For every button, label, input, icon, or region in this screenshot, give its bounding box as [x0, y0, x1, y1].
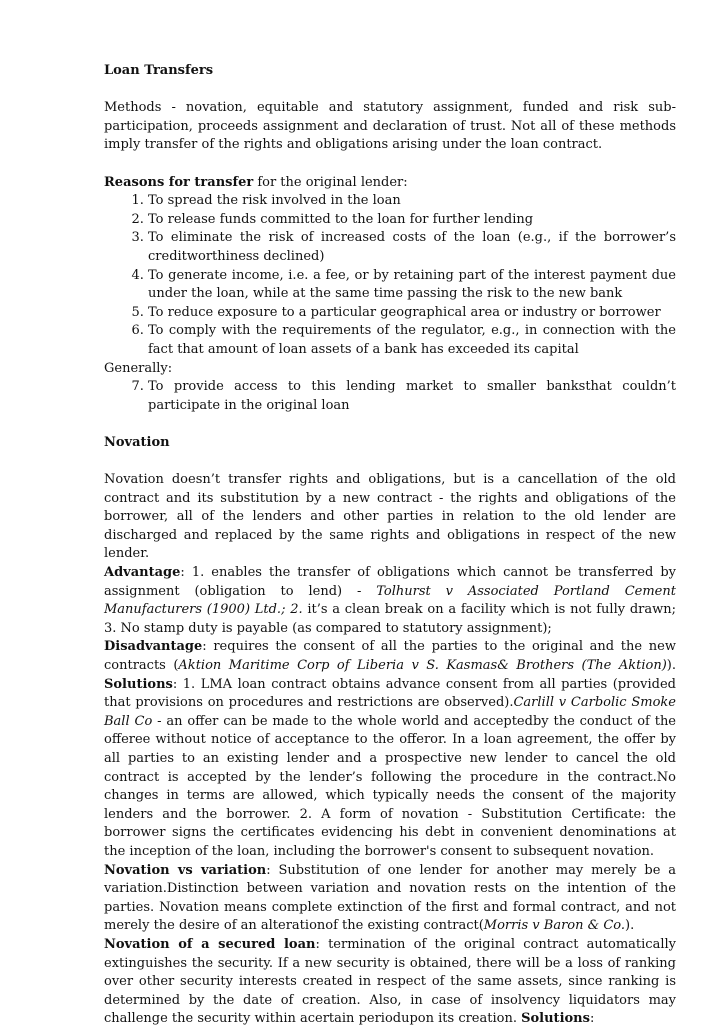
- spacer: [104, 81, 676, 100]
- secured-solutions-label: Solutions: [521, 1011, 590, 1027]
- variation-text: : Substitution of one lender for another may merely be a variation.Distinction between variation and novation rests on the intention of the parties. Novation means complete extinction of the first and formal contract, and not merely the desire of an alterationof the existing contract(: [104, 862, 676, 934]
- list-item: 7. To provide access to this lending market to smaller banksthat couldn’t participate in the original loan: [148, 378, 676, 415]
- reasons-list: [104, 192, 676, 359]
- variation-label: Novation vs variation: [104, 862, 267, 878]
- reasons-label: Reasons for transfer: [104, 174, 254, 190]
- list-item: 4. To generate income, i.e. a fee, or by retaining part of the interest payment due under the loan, while at the same time passing the risk to the new bank: [148, 267, 676, 304]
- list-item: 1. To spread the risk involved in the loan: [148, 192, 676, 211]
- novation-heading: Novation: [104, 434, 170, 450]
- spacer: [104, 452, 676, 471]
- secured-loan-text: : termination of the original contract automatically extinguishes the security. If a new security is obtained, there will be a loss of ranking over other security interests created in respect of the same assets, since ranking is determined by the date of creation. Also, in case of insolvency liquidators may challenge the security within acertain periodupon its creation.: [104, 936, 676, 1027]
- solutions-label: Solutions: [104, 676, 173, 692]
- advantage-text: : 1. enables the transfer of obligations which cannot be transferred by assignment (obligation to lend) -: [104, 565, 676, 599]
- spacer: [104, 155, 676, 174]
- list-item: 5. To reduce exposure to a particular geographical area or industry or borrower: [148, 304, 676, 323]
- secured-loan-paragraph: [104, 936, 676, 1029]
- solutions-text: : 1. LMA loan contract obtains advance consent from all parties (provided that provisions on procedures and restrictions are observed).: [104, 676, 676, 711]
- advantage-paragraph: [104, 564, 676, 638]
- list-item: 6. To comply with the requirements of the regulator, e.g., in connection with the fact that amount of loan assets of a bank has exceeded its capital: [148, 322, 676, 359]
- novation-intro: Novation doesn’t transfer rights and obligations, but is a cancellation of the old contract and its substitution by a new contract - the rights and obligations of the borrower, all of the lenders and other parties in relation to the old lender are discharged and replaced by the same rights and obligations in respect of the new lender.: [104, 472, 676, 562]
- solutions-case: Carlill v Carbolic Smoke Ball Co: [104, 695, 676, 729]
- disadvantage-text-2: ).: [666, 658, 676, 673]
- variation-text-2: ).: [625, 918, 635, 934]
- reasons-intro: for the original lender:: [253, 174, 408, 190]
- variation-case: Morris v Baron & Co.: [483, 918, 626, 934]
- variation-paragraph: [104, 862, 676, 936]
- disadvantage-paragraph: [104, 638, 676, 861]
- reasons-heading: [104, 174, 676, 193]
- advantage-label: Advantage: [104, 565, 181, 581]
- secured-loan-label: Novation of a secured loan: [104, 936, 316, 952]
- disadvantage-case: Aktion Maritime Corp of Liberia v S. Kasmas& Brothers (The Aktion): [178, 658, 667, 673]
- disadvantage-text: : requires the consent of all the parties to the original and the new contracts (: [104, 639, 676, 673]
- generally-label: Generally:: [104, 360, 173, 376]
- advantage-text-2: it’s a clean break on a facility which is not fully drawn; 3. No stamp duty is payable (as compared to statutory assignment);: [104, 602, 677, 636]
- solutions-text-2: - an offer can be made to the whole world and acceptedby the conduct of the offeree without notice of acceptance to the offeror. In a loan agreement, the offer by all parties to an existing lender and a prospective new lender to cancel the old contract is accepted by the lender’s following the procedure in the contract.No changes in terms are allowed, which typically needs the consent of the majority lenders and the borrower. 2. A form of novation - Substitution Certificate: the borrower signs the certificates evidencing his debt in convenient denominations at the inception of the loan, including the borrower's consent to subsequent novation.: [104, 713, 677, 859]
- secured-loan-end: :: [589, 1011, 595, 1027]
- list-item: 2. To release funds committed to the loan for further lending: [148, 211, 676, 230]
- list-item: 3. To eliminate the risk of increased costs of the loan (e.g., if the borrower’s creditworthiness declined): [148, 229, 676, 266]
- spacer: [104, 415, 676, 434]
- page-title: Loan Transfers: [104, 63, 214, 78]
- methods-paragraph: Methods - novation, equitable and statutory assignment, funded and risk sub-participation, proceeds assignment and declaration of trust. Not all of these methods imply transfer of the rights and obligations arising under the loan contract.: [104, 100, 676, 153]
- disadvantage-label: Disadvantage: [104, 639, 203, 655]
- reasons-list-continued: [104, 378, 676, 415]
- advantage-case: Tolhurst v Associated Portland Cement Manufacturers (1900) Ltd.; 2.: [104, 583, 676, 618]
